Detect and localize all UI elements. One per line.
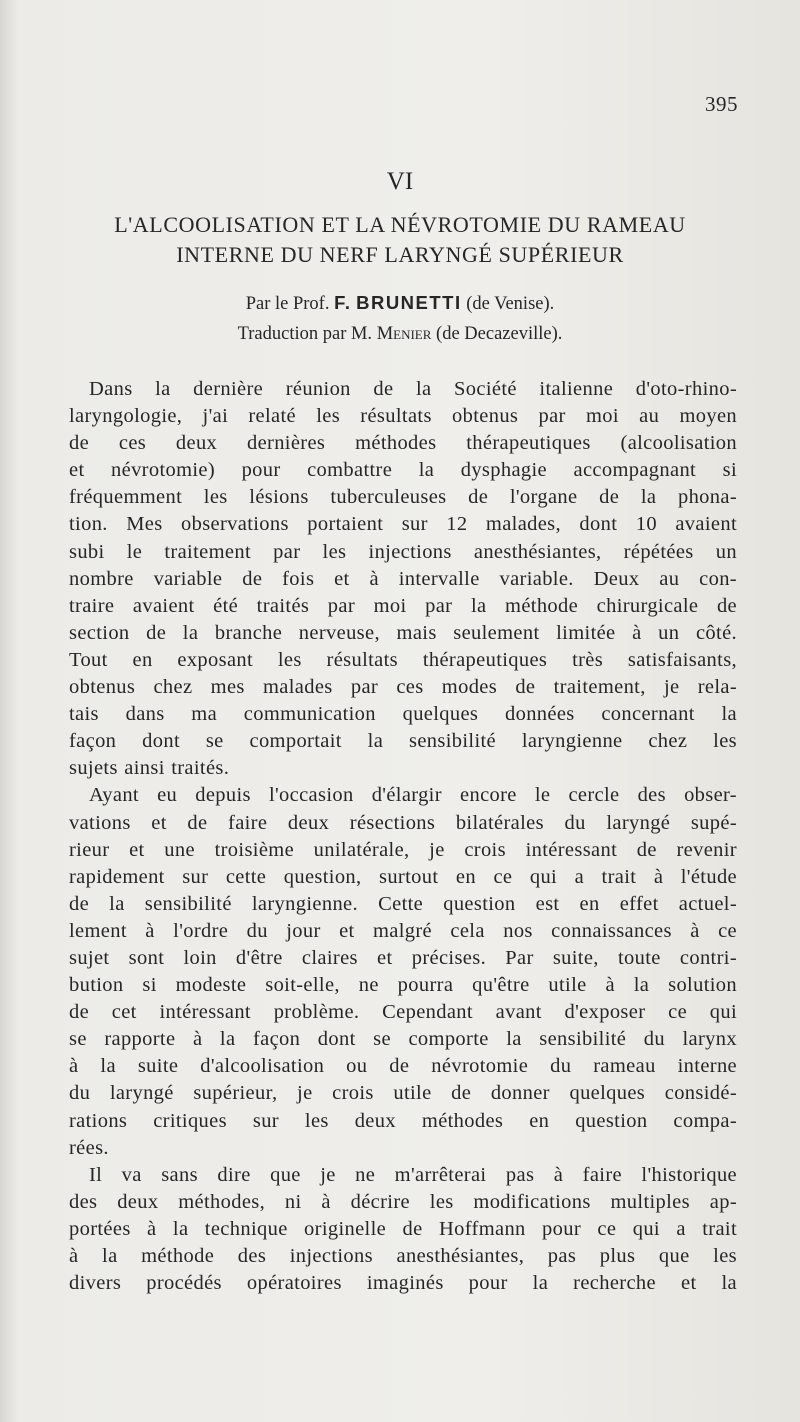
text-line: de la sensibilité laryngienne. Cette question est en effet actuel- <box>69 892 737 915</box>
title-line: INTERNE DU NERF LARYNGÉ SUPÉRIEUR <box>176 242 624 267</box>
text-line: rieur et une troisième unilatérale, je crois intéressant de revenir <box>69 838 737 861</box>
text-line: portées à la technique originelle de Hoffmann pour ce qui a trait <box>69 1217 737 1240</box>
text-line: tais dans ma communication quelques données concernant la <box>69 703 737 726</box>
translator-line <box>70 319 730 349</box>
author-initial: F. <box>334 292 352 313</box>
text-line: fréquemment les lésions tuberculeuses de l'organe de la phona- <box>69 486 737 509</box>
text-line: à la suite d'alcoolisation ou de névrotomie du rameau interne <box>69 1055 737 1078</box>
text-line: laryngologie, j'ai relaté les résultats obtenus par moi au moyen <box>69 405 737 428</box>
chapter-number: VI <box>386 168 414 195</box>
text-line: subi le traitement par les injections anesthésiantes, répétées un <box>69 540 737 563</box>
text-line: divers procédés opératoires imaginés pour la recherche et la <box>69 1272 737 1295</box>
translator-name: Menier <box>376 324 432 344</box>
text-line: rations critiques sur les deux méthodes en question compa- <box>69 1109 737 1132</box>
text-line: de ces deux dernières méthodes thérapeutiques (alcoolisation <box>69 432 737 455</box>
text-line: bution si modeste soit-elle, ne pourra qu'être utile à la solution <box>69 974 737 997</box>
text-line: Ayant eu depuis l'occasion d'élargir encore le cercle des obser- <box>89 784 737 807</box>
text-line: du laryngé supérieur, je crois utile de donner quelques considé- <box>69 1082 737 1105</box>
text-line: Tout en exposant les résultats thérapeutiques très satisfaisants, <box>69 648 737 671</box>
text-line: rapidement sur cette question, surtout en ce qui a trait à l'étude <box>69 865 737 888</box>
translator-place: (de Decazeville). <box>431 324 563 344</box>
text-line: façon dont se comportait la sensibilité laryngienne chez les <box>69 730 737 753</box>
text-line: de cet intéressant problème. Cependant avant d'exposer ce qui <box>69 1001 737 1024</box>
text-line: des deux méthodes, ni à décrire les modifications multiples ap- <box>69 1190 737 1213</box>
author-name: BRUNETTI <box>356 292 462 313</box>
text-line: sujet sont loin d'être claires et précises. Par suite, toute contri- <box>69 946 737 969</box>
author-line <box>70 288 730 319</box>
page-number: 395 <box>705 92 738 116</box>
text-line: et névrotomie) pour combattre la dysphagie accompagnant si <box>69 459 737 482</box>
text-line: Dans la dernière réunion de la Société italienne d'oto-rhino- <box>89 378 737 400</box>
article-title <box>70 210 730 270</box>
by-prefix: Par le Prof. <box>245 294 335 314</box>
paragraph <box>69 1162 737 1297</box>
paragraph <box>69 376 737 782</box>
article-body <box>69 376 737 1297</box>
text-line: tion. Mes observations portaient sur 12 malades, dont 10 avaient <box>69 513 737 536</box>
text-line: rées. <box>69 1136 109 1159</box>
author-place: (de Venise). <box>461 294 555 314</box>
title-line: L'ALCOOLISATION ET LA NÉVROTOMIE DU RAMEAU <box>114 212 686 237</box>
text-line: vations et de faire deux résections bilatérales du laryngé supé- <box>69 811 737 834</box>
byline <box>70 288 730 349</box>
text-line: lement à l'ordre du jour et malgré cela nos connaissances à ce <box>69 919 737 942</box>
text-line: se rapporte à la façon dont se comporte la sensibilité du larynx <box>69 1028 737 1051</box>
text-line: sujets ainsi traités. <box>69 757 230 780</box>
text-line: Il va sans dire que je ne m'arrêterai pas à faire l'historique <box>89 1163 737 1186</box>
paragraph <box>69 782 737 1161</box>
text-line: traire avaient été traités par moi par la méthode chirurgicale de <box>69 594 737 617</box>
text-line: obtenus chez mes malades par ces modes de traitement, je rela- <box>69 676 737 699</box>
text-line: section de la branche nerveuse, mais seulement limitée à un côté. <box>69 621 737 644</box>
text-line: à la méthode des injections anesthésiantes, pas plus que les <box>69 1245 737 1267</box>
text-line: nombre variable de fois et à intervalle variable. Deux au con- <box>69 567 737 590</box>
translation-prefix: Traduction par M. <box>237 324 377 344</box>
